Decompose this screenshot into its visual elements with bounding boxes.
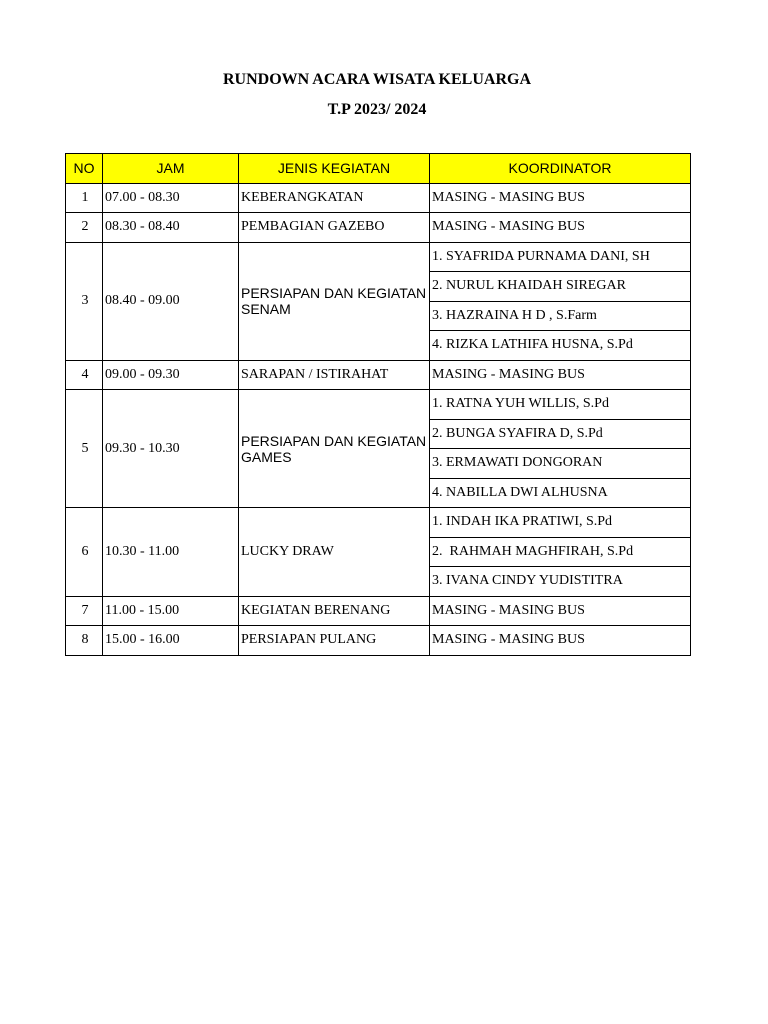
document-title: RUNDOWN ACARA WISATA KELUARGA: [222, 71, 532, 88]
header-koordinator: KOORDINATOR: [430, 154, 691, 184]
row-time: 09.30 - 10.30: [103, 390, 239, 508]
row-time: 08.30 - 08.40: [103, 213, 239, 243]
row-number: 3: [66, 242, 103, 360]
row-coordinator: 2. BUNGA SYAFIRA D, S.Pd: [430, 419, 691, 449]
document-subtitle: T.P 2023/ 2024: [327, 101, 427, 118]
row-number: 4: [66, 360, 103, 390]
row-coordinator: 3. IVANA CINDY YUDISTITRA: [430, 567, 691, 597]
row-coordinator: 1. SYAFRIDA PURNAMA DANI, SH: [430, 242, 691, 272]
row-number: 1: [66, 183, 103, 213]
row-coordinator: 4. NABILLA DWI ALHUSNA: [430, 478, 691, 508]
row-time: 10.30 - 11.00: [103, 508, 239, 597]
row-activity: KEGIATAN BERENANG: [239, 596, 430, 626]
row-time: 15.00 - 16.00: [103, 626, 239, 656]
table-row: [66, 242, 691, 272]
row-activity: KEBERANGKATAN: [239, 183, 430, 213]
row-number: 2: [66, 213, 103, 243]
table-row: [66, 390, 691, 420]
row-number: 6: [66, 508, 103, 597]
row-coordinator: 3. HAZRAINA H D , S.Farm: [430, 301, 691, 331]
row-coordinator: MASING - MASING BUS: [430, 183, 691, 213]
table-row: [66, 213, 691, 243]
row-coordinator: 4. RIZKA LATHIFA HUSNA, S.Pd: [430, 331, 691, 361]
row-coordinator: MASING - MASING BUS: [430, 626, 691, 656]
row-coordinator: 1. INDAH IKA PRATIWI, S.Pd: [430, 508, 691, 538]
row-coordinator: MASING - MASING BUS: [430, 596, 691, 626]
header-jenis-kegiatan: JENIS KEGIATAN: [239, 154, 430, 184]
row-coordinator: 2. NURUL KHAIDAH SIREGAR: [430, 272, 691, 302]
header-no: NO: [66, 154, 103, 184]
row-time: 08.40 - 09.00: [103, 242, 239, 360]
header-jam: JAM: [103, 154, 239, 184]
row-number: 5: [66, 390, 103, 508]
row-activity: PEMBAGIAN GAZEBO: [239, 213, 430, 243]
row-coordinator: 3. ERMAWATI DONGORAN: [430, 449, 691, 479]
row-coordinator: MASING - MASING BUS: [430, 360, 691, 390]
row-activity: PERSIAPAN DAN KEGIATAN GAMES: [239, 390, 430, 508]
table-row: [66, 596, 691, 626]
row-number: 7: [66, 596, 103, 626]
row-activity: PERSIAPAN PULANG: [239, 626, 430, 656]
table-row: [66, 360, 691, 390]
row-time: 07.00 - 08.30: [103, 183, 239, 213]
row-coordinator: MASING - MASING BUS: [430, 213, 691, 243]
table-row: [66, 508, 691, 538]
table-row: [66, 183, 691, 213]
row-activity: SARAPAN / ISTIRAHAT: [239, 360, 430, 390]
row-coordinator: 1. RATNA YUH WILLIS, S.Pd: [430, 390, 691, 420]
row-coordinator: 2. RAHMAH MAGHFIRAH, S.Pd: [430, 537, 691, 567]
table-row: [66, 626, 691, 656]
row-number: 8: [66, 626, 103, 656]
table-header-row: [66, 154, 691, 184]
row-time: 11.00 - 15.00: [103, 596, 239, 626]
rundown-table: [65, 153, 691, 656]
row-activity: PERSIAPAN DAN KEGIATAN SENAM: [239, 242, 430, 360]
row-time: 09.00 - 09.30: [103, 360, 239, 390]
row-activity: LUCKY DRAW: [239, 508, 430, 597]
